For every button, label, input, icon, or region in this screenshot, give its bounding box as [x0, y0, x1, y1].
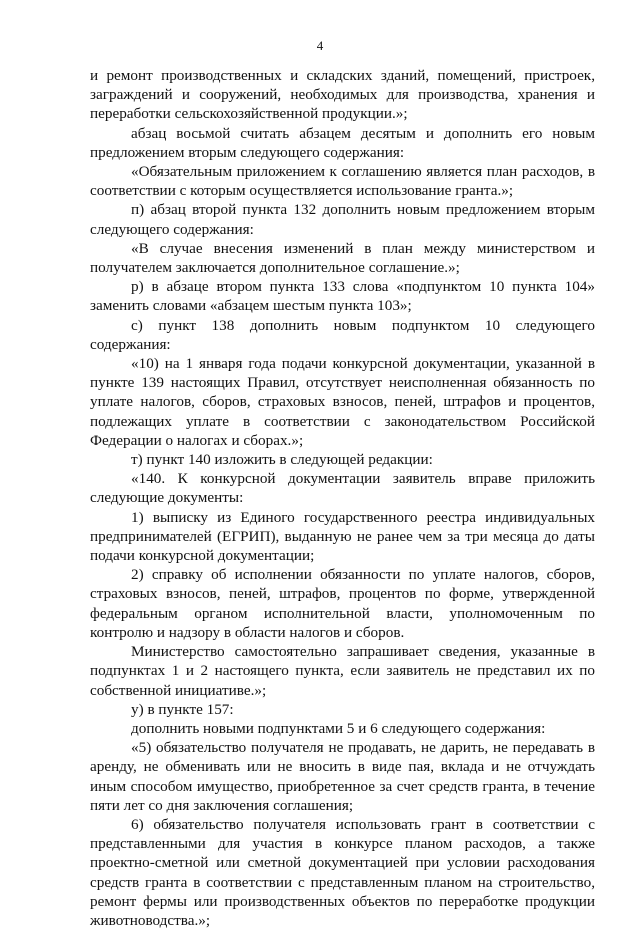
paragraph: «10) на 1 января года подачи конкурсной документации, указанной в пункте 139 настоящих Правил, отсутствует неисполненная обязанность по уплате налогов, сборов, страховых взносов, пеней, штрафов и процентов, подлежащих уплате в соответствии с законодательством Российской Федерации о налогах и сборах.»;	[90, 355, 595, 449]
paragraph: «Обязательным приложением к соглашению является план расходов, в соответствии с которым осуществляется использование гранта.»;	[90, 163, 595, 200]
paragraph: Министерство самостоятельно запрашивает сведения, указанные в подпунктах 1 и 2 настоящего пункта, если заявитель не представил их по собственной инициативе.»;	[90, 643, 595, 699]
paragraph: 1) выписку из Единого государственного реестра индивидуальных предпринимателей (ЕГРИП), выданную не ранее чем за три месяца до даты подачи конкурсной документации;	[90, 508, 595, 565]
paragraph: у) в пункте 157:	[131, 700, 234, 718]
document-body	[90, 66, 595, 930]
paragraph: 2) справку об исполнении обязанности по уплате налогов, сборов, страховых взносов, пеней, штрафов, процентов по форме, утвержденной федеральным органом исполнительной власти, уполномоченным по контролю и надзору в области налогов и сборов.	[90, 566, 595, 641]
paragraph: «5) обязательство получателя не продавать, не дарить, не передавать в аренду, не обменивать или не вносить в виде пая, вклада и не отчуждать иным способом имущество, приобретенное за счет средств гранта, в течение пяти лет со дня заключения соглашения;	[90, 739, 595, 814]
paragraph: р) в абзаце втором пункта 133 слова «подпунктом 10 пункта 104» заменить словами «абзацем шестым пункта 103»;	[90, 278, 595, 315]
paragraph: п) абзац второй пункта 132 дополнить новым предложением вторым следующего содержания:	[90, 201, 595, 238]
paragraph: абзац восьмой считать абзацем десятым и дополнить его новым предложением вторым следующего содержания:	[90, 124, 595, 161]
paragraph: с) пункт 138 дополнить новым подпунктом 10 следующего содержания:	[90, 316, 595, 353]
paragraph: 6) обязательство получателя использовать грант в соответствии с представленными для участия в конкурсе планом расходов, а также проектно-сметной или сметной документацией при условии расходования средств гранта в соответствии с представленным планом на строительство, ремонт фермы или производственных объектов по переработке продукции животноводства.»;	[90, 815, 595, 929]
paragraph: дополнить новыми подпунктами 5 и 6 следующего содержания:	[131, 719, 546, 737]
paragraph: т) пункт 140 изложить в следующей редакции:	[131, 451, 433, 469]
paragraph: «В случае внесения изменений в план между министерством и получателем заключается дополнительное соглашение.»;	[90, 239, 595, 277]
paragraph-continuation: и ремонт производственных и складских зданий, помещений, пристроек, заграждений и сооружений, необходимых для производства, хранения и переработки сельскохозяйственной продукции.»;	[90, 67, 595, 123]
paragraph: «140. К конкурсной документации заявитель вправе приложить следующие документы:	[90, 470, 595, 507]
page-number: 4	[316, 38, 324, 53]
